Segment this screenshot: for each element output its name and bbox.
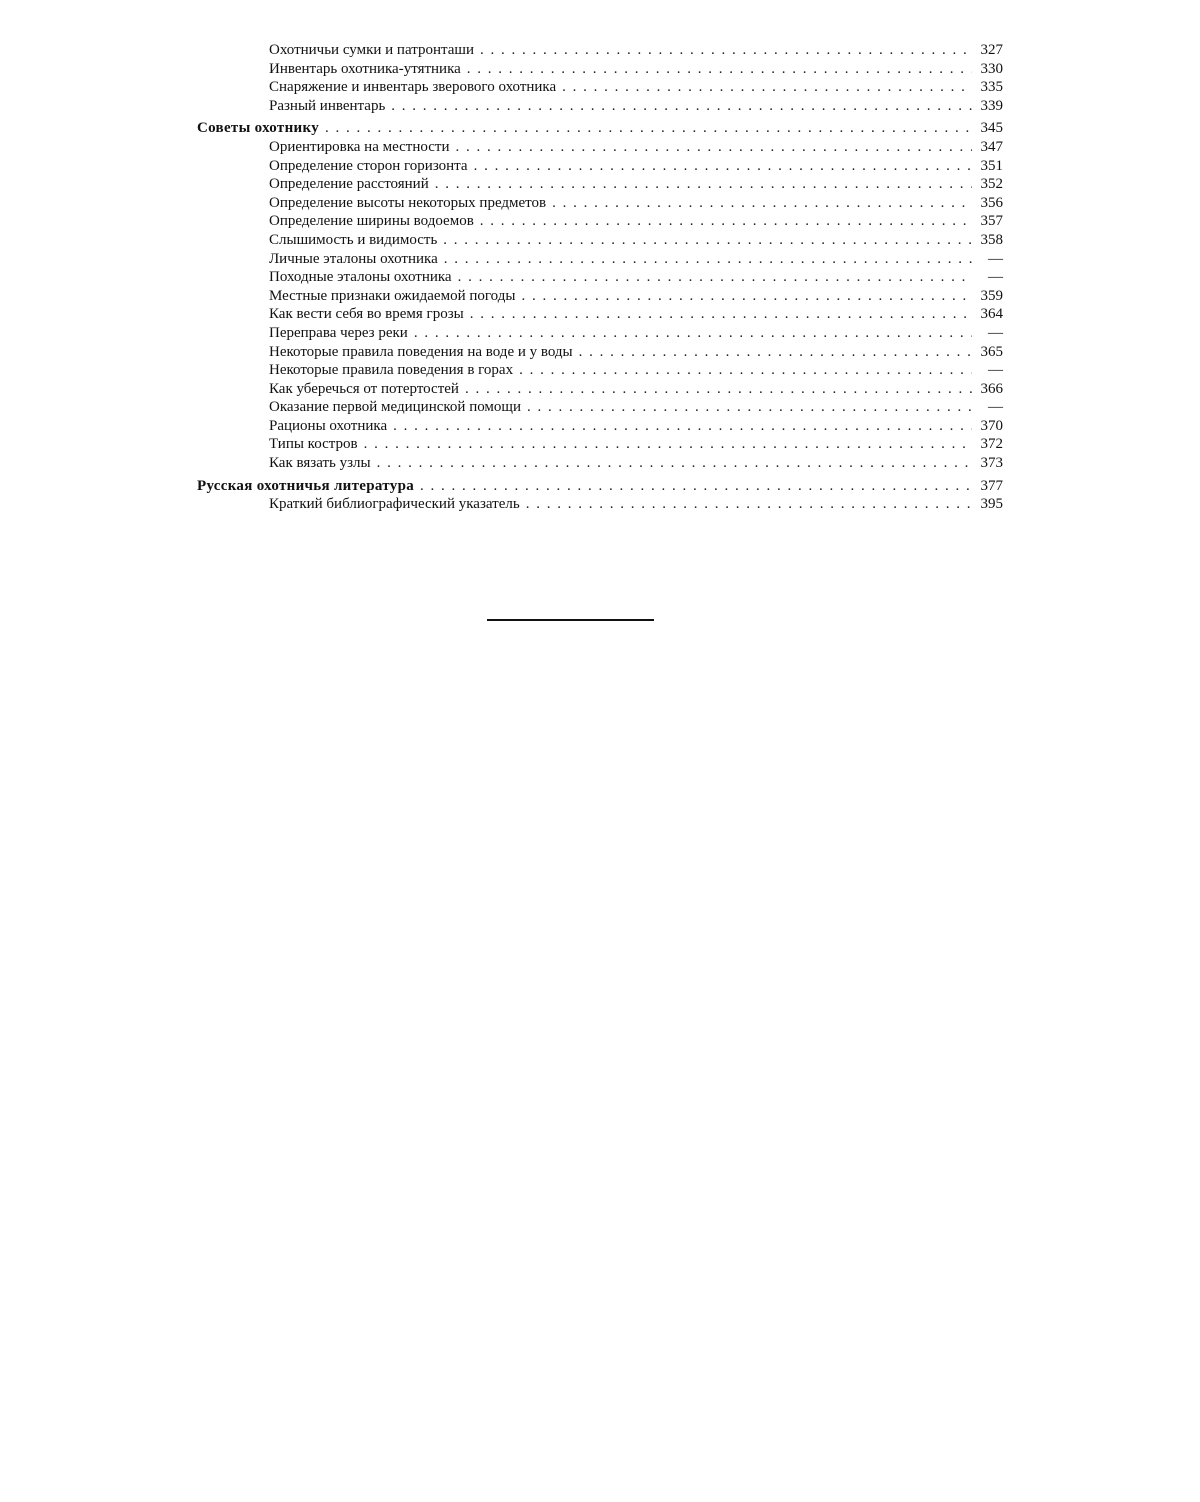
toc-entry-page: — (988, 250, 1003, 267)
toc-entry-title: Определение расстояний (269, 176, 429, 193)
toc-entry-page: 358 (980, 231, 1003, 248)
table-of-contents (197, 41, 1003, 514)
toc-entry-page: 345 (980, 120, 1003, 137)
toc-entry (197, 324, 1003, 343)
dot-leader (325, 119, 972, 138)
toc-entry (197, 194, 1003, 213)
toc-entry-page: 366 (980, 380, 1003, 397)
toc-entry (197, 380, 1003, 399)
toc-entry (197, 60, 1003, 79)
toc-entry-page: 377 (980, 477, 1003, 494)
toc-entry-page: 352 (980, 176, 1003, 193)
toc-entry-page: 351 (980, 157, 1003, 174)
end-rule-divider (487, 619, 654, 621)
toc-entry-title: Краткий библиографический указатель (269, 496, 520, 513)
dot-leader (458, 268, 972, 287)
toc-entry-title: Как вязать узлы (269, 455, 371, 472)
toc-entry (197, 398, 1003, 417)
toc-entry-title: Разный инвентарь (269, 97, 386, 114)
toc-section-title: Советы охотнику (197, 120, 319, 137)
dot-leader (552, 194, 972, 213)
toc-entry-page: 339 (980, 97, 1003, 114)
toc-entry (197, 250, 1003, 269)
toc-entry-page: 395 (980, 496, 1003, 513)
toc-entry-page: 372 (980, 436, 1003, 453)
toc-entry-title: Некоторые правила поведения на воде и у воды (269, 343, 573, 360)
toc-entry (197, 454, 1003, 473)
toc-entry-title: Охотничьи сумки и патронташи (269, 42, 474, 58)
dot-leader (393, 417, 972, 436)
toc-entry (197, 138, 1003, 157)
toc-section-title: Русская охотничья литература (197, 477, 415, 494)
dot-leader (467, 60, 972, 79)
toc-entry (197, 305, 1003, 324)
toc-entry-page: 373 (980, 455, 1003, 472)
dot-leader (443, 231, 972, 250)
toc-entry-title: Местные признаки ожидаемой погоды (269, 287, 516, 304)
dot-leader (435, 175, 972, 194)
toc-entry-title: Переправа через реки (269, 324, 408, 341)
dot-leader (474, 157, 972, 176)
toc-entry-page: — (988, 399, 1003, 416)
dot-leader (480, 41, 972, 60)
toc-entry (197, 495, 1003, 514)
toc-entry-page: 327 (980, 42, 1003, 58)
toc-entry (197, 212, 1003, 231)
dot-leader (391, 97, 972, 116)
dot-leader (480, 212, 972, 231)
dot-leader (521, 287, 972, 306)
toc-entry-title: Определение высоты некоторых предметов (269, 194, 547, 211)
dot-leader (465, 380, 972, 399)
toc-entry-title: Походные эталоны охотника (269, 269, 452, 286)
toc-section (197, 119, 1003, 138)
toc-entry-page: 365 (980, 343, 1003, 360)
dot-leader (470, 305, 972, 324)
dot-leader (527, 398, 972, 417)
dot-leader (519, 361, 972, 380)
toc-entry (197, 78, 1003, 97)
toc-entry-page: 330 (980, 60, 1003, 77)
dot-leader (579, 343, 972, 362)
toc-entry (197, 435, 1003, 454)
toc-entry-page: — (988, 362, 1003, 379)
toc-entry-title: Как вести себя во время грозы (269, 306, 464, 323)
dot-leader (456, 138, 973, 157)
toc-entry-title: Оказание первой медицинской помощи (269, 399, 522, 416)
toc-entry-page: 364 (980, 306, 1003, 323)
toc-entry (197, 97, 1003, 116)
toc-entry-title: Слышимость и видимость (269, 231, 438, 248)
toc-entry-title: Инвентарь охотника-утятника (269, 60, 461, 77)
toc-entry (197, 417, 1003, 436)
toc-entry-title: Некоторые правила поведения в горах (269, 362, 514, 379)
toc-entry (197, 287, 1003, 306)
dot-leader (526, 495, 972, 514)
toc-entry-title: Снаряжение и инвентарь зверового охотника (269, 79, 557, 96)
dot-leader (444, 250, 972, 269)
toc-entry-title: Личные эталоны охотника (269, 250, 438, 267)
toc-entry-page: 359 (980, 287, 1003, 304)
dot-leader (377, 454, 972, 473)
toc-entry-page: — (988, 324, 1003, 341)
toc-entry-page: 347 (980, 138, 1003, 155)
toc-entry-title: Определение ширины водоемов (269, 213, 474, 230)
toc-entry-title: Рационы охотника (269, 417, 388, 434)
toc-entry-title: Типы костров (269, 436, 358, 453)
toc-entry-title: Как уберечься от потертостей (269, 380, 459, 397)
dot-leader (420, 477, 972, 496)
toc-entry (197, 343, 1003, 362)
toc-entry (197, 231, 1003, 250)
toc-entry (197, 361, 1003, 380)
toc-entry-title: Ориентировка на местности (269, 138, 450, 155)
toc-entry (197, 268, 1003, 287)
dot-leader (414, 324, 972, 343)
toc-entry-title: Определение сторон горизонта (269, 157, 468, 174)
dot-leader (364, 435, 972, 454)
toc-entry (197, 157, 1003, 176)
toc-entry (197, 175, 1003, 194)
toc-entry-page: 356 (980, 194, 1003, 211)
toc-section (197, 477, 1003, 496)
toc-entry-page: 357 (980, 213, 1003, 230)
toc-entry (197, 41, 1003, 60)
toc-entry-page: 335 (980, 79, 1003, 96)
dot-leader (562, 78, 972, 97)
toc-entry-page: 370 (980, 417, 1003, 434)
toc-entry-page: — (988, 269, 1003, 286)
